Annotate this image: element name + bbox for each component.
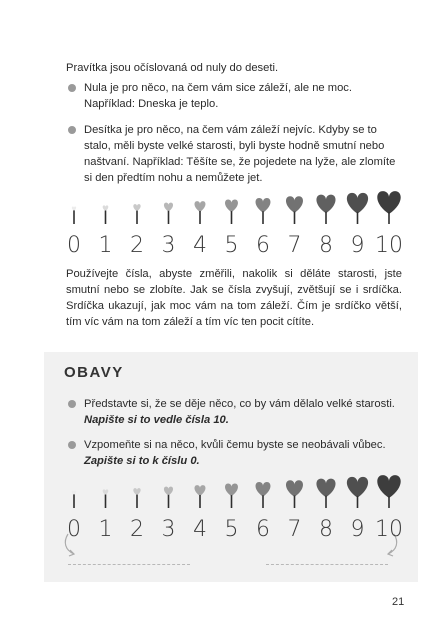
heart-4-icon xyxy=(195,201,206,212)
page-number: 21 xyxy=(392,596,405,608)
heart-0-icon xyxy=(72,207,76,211)
heart-1-icon xyxy=(103,205,109,211)
heart-7-icon xyxy=(286,480,303,497)
heart-10-icon xyxy=(377,191,400,214)
scale-number-6: 6 xyxy=(256,233,270,258)
intro-text: Pravítka jsou očíslovaná od nuly do deseti. xyxy=(66,62,279,74)
instruction-2-emphasis: Zapište si to k číslu 0. xyxy=(84,455,200,467)
heart-ruler-top xyxy=(58,186,418,258)
scale-number-5: 5 xyxy=(224,233,239,258)
heart-9-icon xyxy=(347,193,368,214)
scale-number-9: 9 xyxy=(350,517,365,542)
instruction-item-2 xyxy=(66,437,396,469)
heart-8-icon xyxy=(316,479,335,498)
bullet-ten-text: Desítka je pro něco, na čem vám záleží nejvíc. Kdyby se to stalo, měli byste velké starosti, byli byste hodně smutní nebo naštvaní. Například: Těšíte se, že pojedete na lyže, ale zlomíte si den předtím nohu a nemůžete jet. xyxy=(84,124,396,184)
heart-8-icon xyxy=(316,195,335,214)
bullet-ten xyxy=(66,122,406,186)
scale-number-3: 3 xyxy=(161,517,176,542)
scale-number-2: 2 xyxy=(130,517,144,542)
scale-number-2: 2 xyxy=(130,233,144,258)
scale-number-1: 1 xyxy=(98,233,113,258)
instruction-1-emphasis: Napište si to vedle čísla 10. xyxy=(84,414,229,426)
answer-line-zero[interactable] xyxy=(68,564,190,565)
scale-number-6: 6 xyxy=(256,517,270,542)
bullet-zero-text: Nula je pro něco, na čem vám sice záleží, ale ne moc. Například: Dneska je teplo. xyxy=(84,82,353,110)
box-title: OBAVY xyxy=(64,364,124,381)
heart-2-icon xyxy=(133,204,140,211)
scale-number-4: 4 xyxy=(193,517,207,542)
heart-6-icon xyxy=(256,482,271,497)
scale-number-9: 9 xyxy=(350,233,365,258)
scale-number-1: 1 xyxy=(98,517,113,542)
heart-4-icon xyxy=(195,485,206,496)
heart-0-icon xyxy=(72,491,76,495)
scale-number-3: 3 xyxy=(161,233,176,258)
bullet-dot-icon xyxy=(68,441,76,449)
scale-number-7: 7 xyxy=(287,233,302,258)
scale-number-7: 7 xyxy=(287,517,302,542)
heart-scale-top xyxy=(58,186,418,258)
heart-10-icon xyxy=(377,475,400,498)
heart-3-icon xyxy=(164,487,173,496)
instruction-1-text: Představte si, že se děje něco, co by vám dělalo velké starosti. xyxy=(84,398,395,410)
worries-instructions xyxy=(66,396,396,478)
heart-7-icon xyxy=(286,196,303,213)
bullet-dot-icon xyxy=(68,126,76,134)
instruction-2-text: Vzpomeňte si na něco, kvůli čemu byste se neobávali vůbec. xyxy=(84,439,386,451)
heart-scale-bottom xyxy=(58,470,418,542)
scale-number-0: 0 xyxy=(67,517,81,542)
heart-ruler-bottom xyxy=(58,470,418,542)
heart-1-icon xyxy=(103,489,109,495)
bullet-zero xyxy=(66,80,406,112)
explanation-paragraph: Používejte čísla, abyste změřili, nakolik si děláte starosti, jste smutní nebo se zlobíte. Jak se čísla zvyšují, zvětšují se i srdíčka. Srdíčka ukazují, jak moc vám na tom záleží. Čím je srdíčko větší, tím víc vám na tom záleží a tím víc ten pocit cítíte. xyxy=(66,268,402,328)
scale-number-10: 10 xyxy=(375,517,403,542)
answer-line-ten[interactable] xyxy=(266,564,388,565)
worries-box xyxy=(44,352,418,582)
heart-2-icon xyxy=(133,488,140,495)
heart-5-icon xyxy=(225,484,238,497)
scale-number-5: 5 xyxy=(224,517,239,542)
scale-number-4: 4 xyxy=(193,233,207,258)
bullet-dot-icon xyxy=(68,84,76,92)
scale-explanation-list xyxy=(66,80,406,196)
bullet-dot-icon xyxy=(68,400,76,408)
heart-6-icon xyxy=(256,198,271,213)
heart-3-icon xyxy=(164,203,173,212)
scale-number-0: 0 xyxy=(67,233,81,258)
instruction-item-1 xyxy=(66,396,396,428)
scale-number-8: 8 xyxy=(319,233,333,258)
heart-5-icon xyxy=(225,200,238,213)
scale-number-8: 8 xyxy=(319,517,333,542)
heart-9-icon xyxy=(347,477,368,498)
scale-number-10: 10 xyxy=(375,233,403,258)
